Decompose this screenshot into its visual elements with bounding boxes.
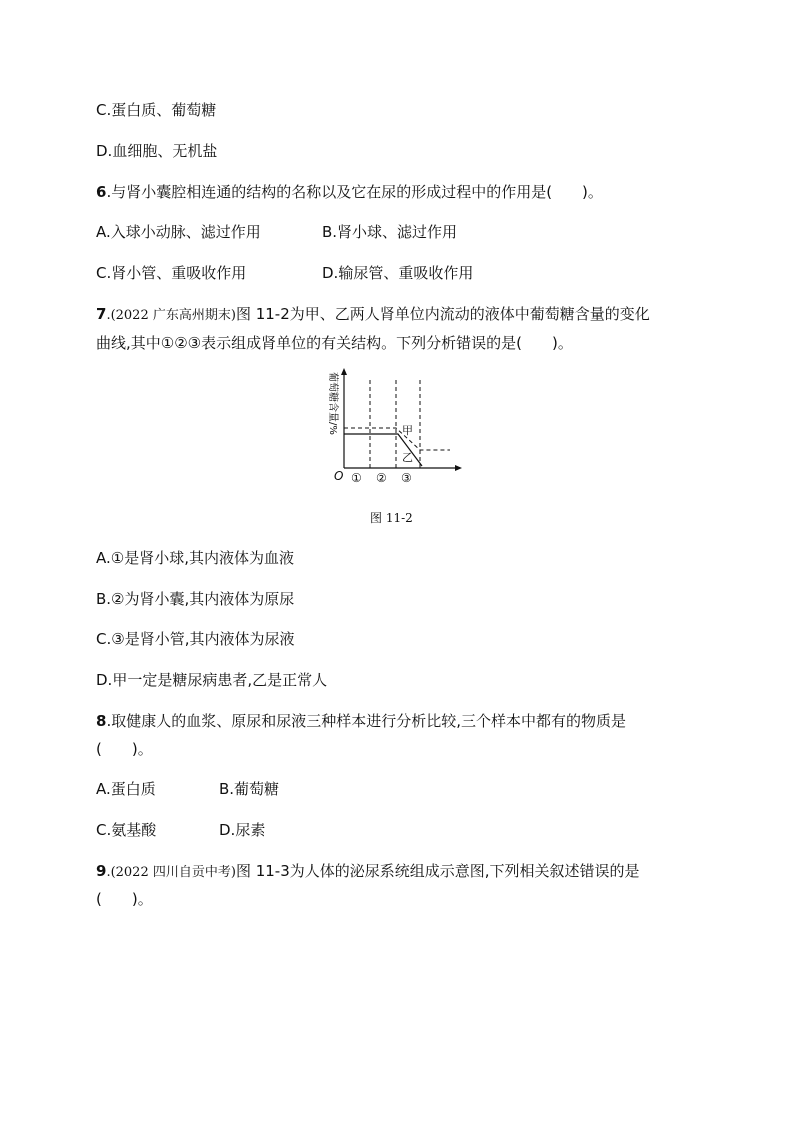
q8-option-c: C.氨基酸 (96, 821, 157, 839)
tick-2: ② (376, 471, 387, 485)
q9-number: 9 (96, 862, 107, 880)
figure-caption: 图 11-2 (370, 511, 413, 525)
curve-jia (344, 428, 450, 450)
q6-stem-text: .与肾小囊腔相连通的结构的名称以及它在尿的形成过程中的作用是( )。 (106, 183, 603, 201)
q7-number: 7 (96, 305, 107, 323)
q9-source: .(2022 四川自贡中考) (106, 865, 236, 880)
q8-stem-text: .取健康人的血浆、原尿和尿液三种样本进行分析比较,三个样本中都有的物质是 (106, 712, 626, 730)
q7-option-c: C.③是肾小管,其内液体为尿液 (96, 630, 295, 648)
q6-option-a: A.入球小动脉、滤过作用 (96, 223, 261, 241)
q9-stem-text: 图 11-3为人体的泌尿系统组成示意图,下列相关叙述错误的是 (235, 862, 640, 880)
q6-option-d: D.输尿管、重吸收作用 (322, 264, 474, 282)
label-yi: 乙 (402, 451, 413, 464)
y-axis-arrow (341, 368, 347, 375)
q7-stem-text1: 图 11-2为甲、乙两人肾单位内流动的液体中葡萄糖含量的变化 (235, 305, 650, 323)
label-jia: 甲 (402, 424, 413, 437)
x-axis-arrow (455, 465, 462, 471)
origin-label: O (334, 469, 344, 483)
q5-option-d: D.血细胞、无机盐 (96, 142, 218, 160)
tick-3: ③ (401, 471, 412, 485)
q6-stem (96, 182, 603, 202)
q7-option-b: B.②为肾小囊,其内液体为原尿 (96, 590, 295, 608)
q9-stem-line1 (96, 861, 640, 883)
q8-stem-line2: ( )。 (96, 740, 153, 758)
q7-source: .(2022 广东高州期末) (106, 308, 236, 323)
q6-number: 6 (96, 183, 107, 201)
y-axis-label: 葡萄糖含量/% (327, 372, 338, 435)
q7-stem-line1 (96, 304, 650, 326)
q8-option-a: A.蛋白质 (96, 780, 156, 798)
q5-option-c: C.蛋白质、葡萄糖 (96, 101, 217, 119)
q8-number: 8 (96, 712, 107, 730)
q8-option-d: D.尿素 (219, 821, 266, 839)
q7-option-d: D.甲一定是糖尿病患者,乙是正常人 (96, 671, 328, 689)
q7-stem-line2: 曲线,其中①②③表示组成肾单位的有关结构。下列分析错误的是( )。 (96, 334, 573, 352)
q8-option-b: B.葡萄糖 (219, 780, 280, 798)
q7-option-a: A.①是肾小球,其内液体为血液 (96, 549, 294, 567)
q6-option-b: B.肾小球、滤过作用 (322, 223, 458, 241)
q9-stem-line2: ( )。 (96, 890, 153, 908)
q6-option-c: C.肾小管、重吸收作用 (96, 264, 247, 282)
figure-11-2 (320, 366, 480, 490)
tick-1: ① (351, 471, 362, 485)
q8-stem-line1 (96, 711, 626, 731)
